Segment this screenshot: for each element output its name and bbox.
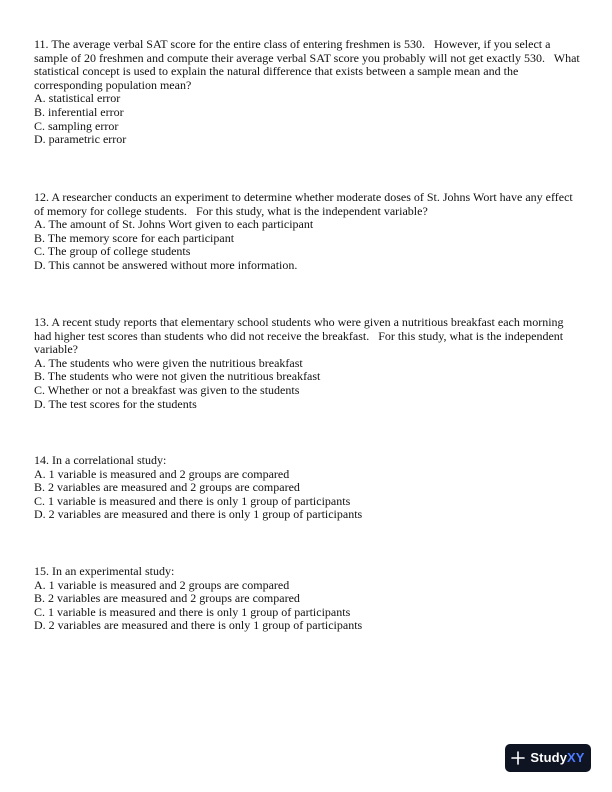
answer-option-a: A. 1 variable is measured and 2 groups are compared [34, 577, 290, 592]
answer-options [34, 468, 582, 522]
answer-option-d: D. 2 variables are measured and there is only 1 group of participants [34, 507, 363, 522]
question-11 [34, 38, 582, 147]
brand-accent: XY [567, 750, 585, 765]
answer-option-d: D. 2 variables are measured and there is only 1 group of participants [34, 618, 363, 633]
answer-option-d: D. The test scores for the students [34, 396, 197, 411]
answer-option-b: B. The students who were not given the nutritious breakfast [34, 369, 321, 384]
answer-option-a: A. The amount of St. Johns Wort given to each participant [34, 217, 314, 232]
question-13 [34, 316, 582, 411]
question-text: 14. In a correlational study: [34, 453, 167, 467]
studyxy-logo-text [530, 751, 584, 765]
studyxy-badge[interactable] [505, 744, 591, 772]
answer-option-b: B. inferential error [34, 104, 124, 119]
answer-options [34, 357, 582, 411]
answer-option-a: A. 1 variable is measured and 2 groups are compared [34, 466, 290, 481]
question-12 [34, 191, 582, 273]
question-text: 13. A recent study reports that elementary school students who were given a nutritious breakfast each morning had higher test scores than students who did not receive the breakfast. For this study, what is the independent variable? [34, 315, 567, 357]
question-text: 11. The average verbal SAT score for the entire class of entering freshmen is 530. However, if you select a sample of 20 freshmen and compute their average verbal SAT score you probably will not get exactly 530. What statistical concept is used to explain the natural difference that exists between a sample mean and the corresponding population mean? [34, 37, 583, 92]
plus-icon [511, 751, 525, 765]
answer-option-c: C. 1 variable is measured and there is only 1 group of participants [34, 604, 351, 619]
question-text: 12. A researcher conducts an experiment to determine whether moderate doses of St. Johns Wort have any effect of memory for college students. For this study, what is the independent variable? [34, 190, 576, 218]
answer-option-c: C. Whether or not a breakfast was given to the students [34, 382, 300, 397]
answer-option-d: D. This cannot be answered without more information. [34, 257, 298, 272]
answer-option-c: C. The group of college students [34, 244, 191, 259]
answer-options [34, 579, 582, 633]
question-14 [34, 454, 582, 522]
answer-option-a: A. The students who were given the nutritious breakfast [34, 355, 303, 370]
answer-options [34, 92, 582, 146]
answer-option-a: A. statistical error [34, 91, 121, 106]
answer-option-b: B. 2 variables are measured and 2 groups are compared [34, 480, 300, 495]
answer-options [34, 218, 582, 272]
question-15 [34, 565, 582, 633]
answer-option-b: B. 2 variables are measured and 2 groups are compared [34, 591, 300, 606]
answer-option-d: D. parametric error [34, 132, 127, 147]
answer-option-c: C. sampling error [34, 118, 119, 133]
answer-option-b: B. The memory score for each participant [34, 230, 235, 245]
answer-option-c: C. 1 variable is measured and there is only 1 group of participants [34, 493, 351, 508]
brand-main: Study [530, 750, 568, 765]
question-text: 15. In an experimental study: [34, 564, 175, 578]
